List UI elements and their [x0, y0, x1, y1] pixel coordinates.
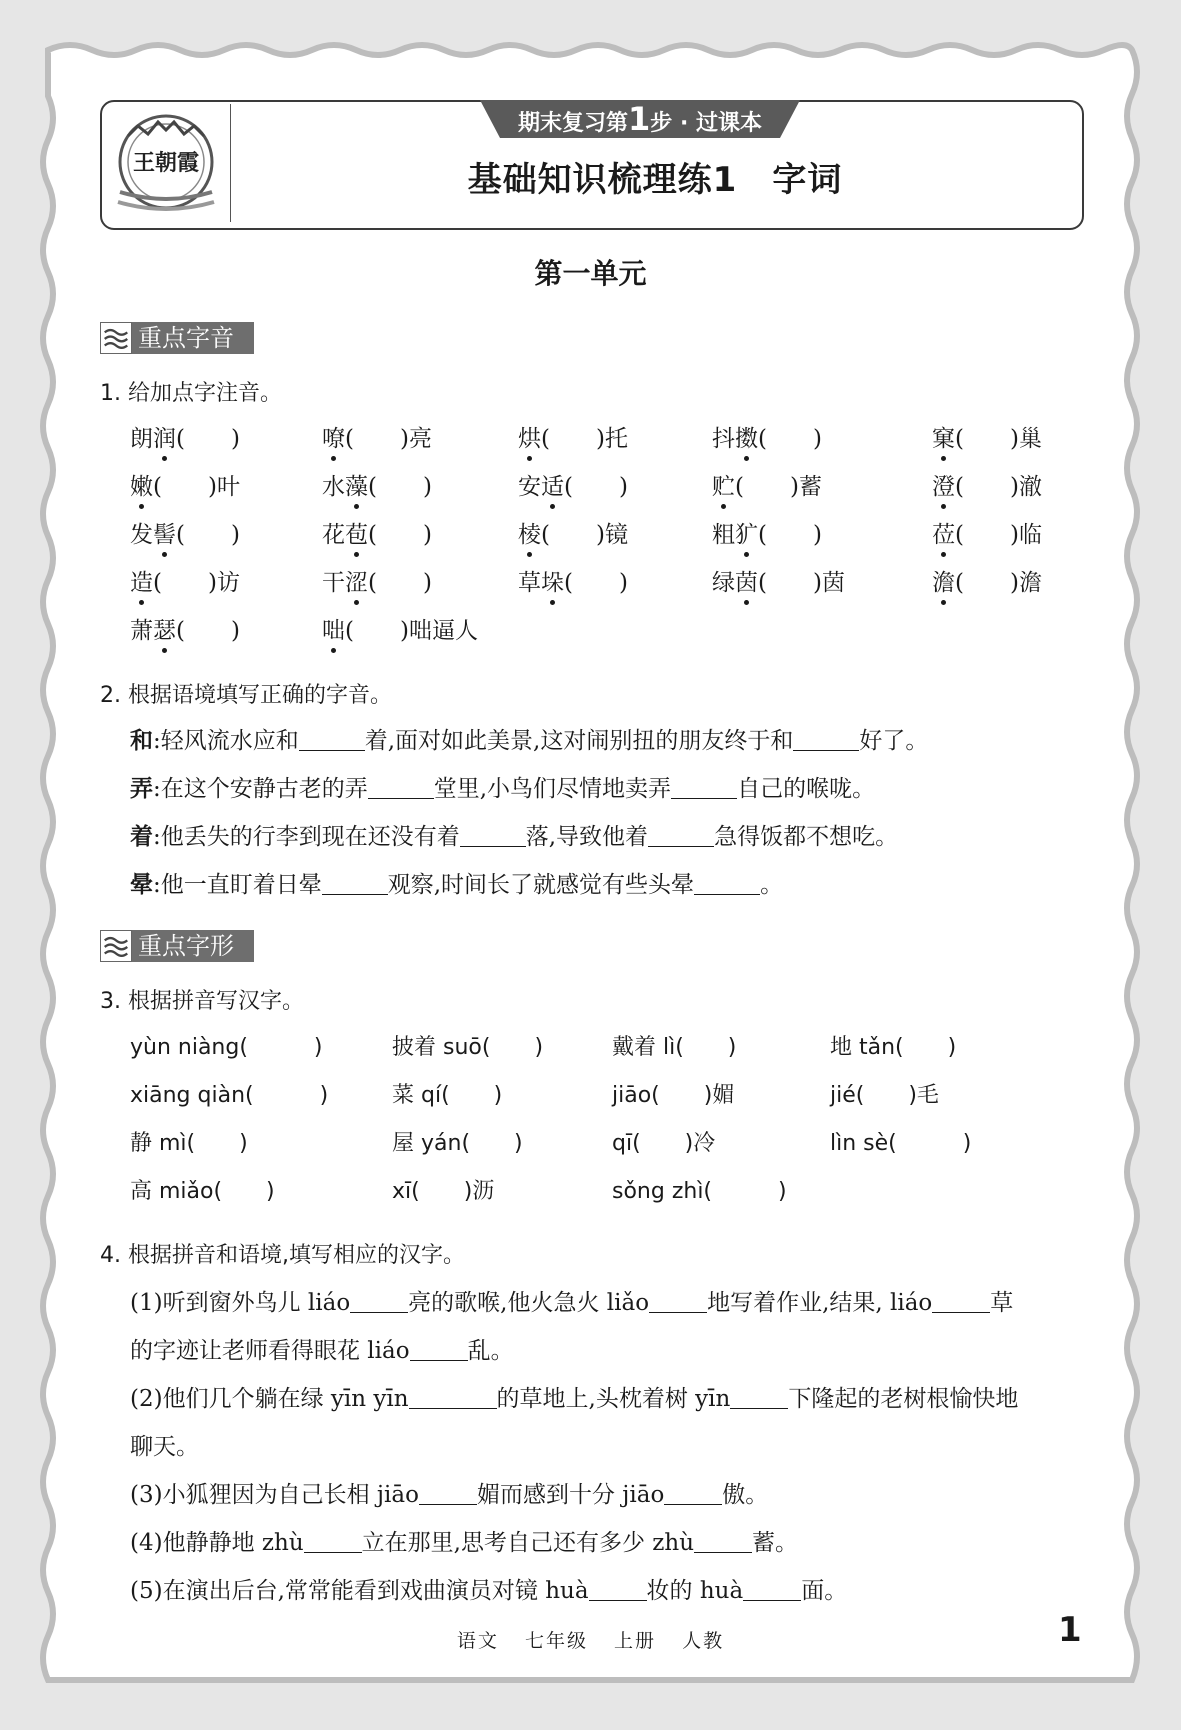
answer-blank[interactable]	[694, 872, 760, 895]
dotted-char: 贮	[712, 474, 735, 500]
dotted-char: 澄	[932, 474, 955, 500]
wave-lines-icon	[100, 930, 132, 962]
q4-item-5: (5)在演出后台,常常能看到戏曲演员对镜 huà 妆的 huà 面。	[130, 1578, 848, 1604]
dotted-char: 嫩	[130, 474, 153, 500]
footer-volume: 上册	[614, 1630, 657, 1652]
unit-title: 第一单元	[534, 257, 647, 290]
dotted-char: 犷	[735, 522, 758, 548]
q1-item[interactable]: 棱( )镜	[518, 522, 628, 548]
q3-item[interactable]: jié( )毛	[830, 1083, 939, 1108]
q1-item[interactable]: 萧瑟( )	[130, 618, 240, 644]
q1-item[interactable]: 澄( )澈	[932, 474, 1042, 500]
q1-item[interactable]: 澹( )澹	[932, 570, 1042, 596]
answer-blank[interactable]	[322, 872, 388, 895]
dotted-char: 棱	[518, 522, 541, 548]
page-title: 基础知识梳理练1 字词	[467, 160, 843, 200]
answer-blank[interactable]	[350, 1290, 408, 1313]
dotted-char: 苞	[345, 522, 368, 548]
section-badge-pronunciation: 重点字音	[100, 322, 254, 354]
q1-item[interactable]: 水藻( )	[322, 474, 432, 500]
q4-item-2-line-2: 聊天。	[130, 1434, 199, 1460]
answer-blank[interactable]	[304, 1530, 362, 1553]
q3-item[interactable]: jiāo( )媚	[612, 1083, 735, 1108]
q3-item[interactable]: lìn sè( )	[830, 1131, 972, 1156]
answer-blank[interactable]	[589, 1578, 647, 1601]
wave-lines-icon	[100, 322, 132, 354]
dotted-char: 垛	[541, 570, 564, 596]
q3-item[interactable]: yùn niàng( )	[130, 1035, 323, 1060]
footer-edition: 人教	[682, 1630, 725, 1652]
dotted-char: 咄	[322, 618, 345, 644]
q2-line: 着:他丢失的行李到现在还没有着 落,导致他着 急得饭都不想吃。	[130, 823, 899, 850]
q1-item[interactable]: 发髻( )	[130, 522, 240, 548]
q1-item[interactable]: 抖擞( )	[712, 426, 822, 452]
q1-item[interactable]: 花苞( )	[322, 522, 432, 548]
dotted-char: 涩	[345, 570, 368, 596]
answer-blank[interactable]	[368, 776, 434, 799]
q1-item[interactable]: 莅( )临	[932, 522, 1042, 548]
q2-line: 和:轻风流水应和 着,面对如此美景,这对闹别扭的朋友终于和 好了。	[130, 727, 929, 754]
answer-blank[interactable]	[694, 1530, 752, 1553]
dotted-char: 造	[130, 570, 153, 596]
q4-item-3: (3)小狐狸因为自己长相 jiāo 媚而感到十分 jiāo 傲。	[130, 1482, 769, 1508]
q3-item[interactable]: xiāng qiàn( )	[130, 1083, 329, 1108]
q3-item[interactable]: 高 miǎo( )	[130, 1179, 275, 1204]
section-badge-form: 重点字形	[100, 930, 254, 962]
footer-grade: 七年级	[524, 1630, 588, 1652]
question-4-title: 4. 根据拼音和语境,填写相应的汉字。	[100, 1243, 465, 1268]
answer-blank[interactable]	[671, 776, 737, 799]
q1-item[interactable]: 嫩( )叶	[130, 474, 240, 500]
q3-item[interactable]: 静 mì( )	[130, 1131, 248, 1156]
q1-item[interactable]: 安适( )	[518, 474, 628, 500]
dotted-char: 烘	[518, 426, 541, 452]
dotted-char: 擞	[735, 426, 758, 452]
question-1-title: 1. 给加点字注音。	[100, 381, 282, 406]
q4-item-4: (4)他静静地 zhù 立在那里,思考自己还有多少 zhù 蓄。	[130, 1530, 799, 1556]
answer-blank[interactable]	[730, 1386, 788, 1409]
q1-item[interactable]: 粗犷( )	[712, 522, 822, 548]
q3-item[interactable]: qī( )冷	[612, 1131, 716, 1156]
answer-blank[interactable]	[410, 1338, 468, 1361]
dotted-char: 莅	[932, 522, 955, 548]
dotted-char: 适	[541, 474, 564, 500]
answer-blank[interactable]	[299, 728, 365, 751]
q4-item-2-line-1: (2)他们几个躺在绿 yīn yīn 的草地上,头枕着树 yīn 下隆起的老树根愉快地	[130, 1386, 1019, 1412]
page-number: 1	[1058, 1610, 1082, 1650]
dotted-char: 嘹	[322, 426, 345, 452]
q4-item-1-line-2: 的字迹让老师看得眼花 liáo 乱。	[130, 1338, 514, 1364]
brand-logo-text: 王朝霞	[132, 150, 200, 176]
dotted-char: 澹	[932, 570, 955, 596]
q3-item[interactable]: 屋 yán( )	[392, 1131, 523, 1156]
dotted-char: 瑟	[153, 618, 176, 644]
q1-item[interactable]: 草垛( )	[518, 570, 628, 596]
q1-item[interactable]: 嘹( )亮	[322, 426, 432, 452]
answer-blank[interactable]	[743, 1578, 801, 1601]
brand-logo	[110, 106, 222, 218]
dotted-char: 藻	[345, 474, 368, 500]
q1-item[interactable]: 绿茵( )茵	[712, 570, 845, 596]
q1-item[interactable]: 贮( )蓄	[712, 474, 822, 500]
answer-blank[interactable]	[409, 1386, 497, 1409]
q3-item[interactable]: 菜 qí( )	[392, 1083, 503, 1108]
answer-blank[interactable]	[460, 824, 526, 847]
q3-item[interactable]: xī( )沥	[392, 1179, 495, 1204]
question-2-title: 2. 根据语境填写正确的字音。	[100, 683, 392, 708]
dotted-char: 髻	[153, 522, 176, 548]
q4-item-1-line-1: (1)听到窗外鸟儿 liáo 亮的歌喉,他火急火 liǎo 地写着作业,结果, liáo 草	[130, 1290, 1014, 1316]
page-footer	[0, 1626, 1181, 1653]
question-3-title: 3. 根据拼音写汉字。	[100, 989, 304, 1014]
q3-item[interactable]: 披着 suō( )	[392, 1035, 544, 1060]
q1-item[interactable]: 烘( )托	[518, 426, 628, 452]
answer-blank[interactable]	[664, 1482, 722, 1505]
answer-blank[interactable]	[649, 1290, 707, 1313]
dotted-char: 茵	[735, 570, 758, 596]
q1-item[interactable]: 干涩( )	[322, 570, 432, 596]
dotted-char: 润	[153, 426, 176, 452]
q1-item[interactable]: 朗润( )	[130, 426, 240, 452]
q3-item[interactable]: 戴着 lì( )	[612, 1035, 737, 1060]
q1-item[interactable]: 窠( )巢	[932, 426, 1042, 452]
q1-item[interactable]: 造( )访	[130, 570, 240, 596]
footer-subject: 语文	[456, 1630, 499, 1652]
step-tab-label: 期末复习第1步 · 过课本	[518, 100, 762, 138]
answer-blank[interactable]	[793, 728, 859, 751]
q1-item[interactable]: 咄( )咄逼人	[322, 618, 478, 644]
answer-blank[interactable]	[419, 1482, 477, 1505]
q2-line: 弄:在这个安静古老的弄 堂里,小鸟们尽情地卖弄 自己的喉咙。	[130, 775, 876, 802]
answer-blank[interactable]	[932, 1290, 990, 1313]
dotted-char: 窠	[932, 426, 955, 452]
q3-item[interactable]: sǒng zhì( )	[612, 1179, 787, 1204]
q2-line: 晕:他一直盯着日晕 观察,时间长了就感觉有些头晕 。	[130, 871, 784, 898]
answer-blank[interactable]	[648, 824, 714, 847]
q3-item[interactable]: 地 tǎn( )	[830, 1035, 957, 1060]
